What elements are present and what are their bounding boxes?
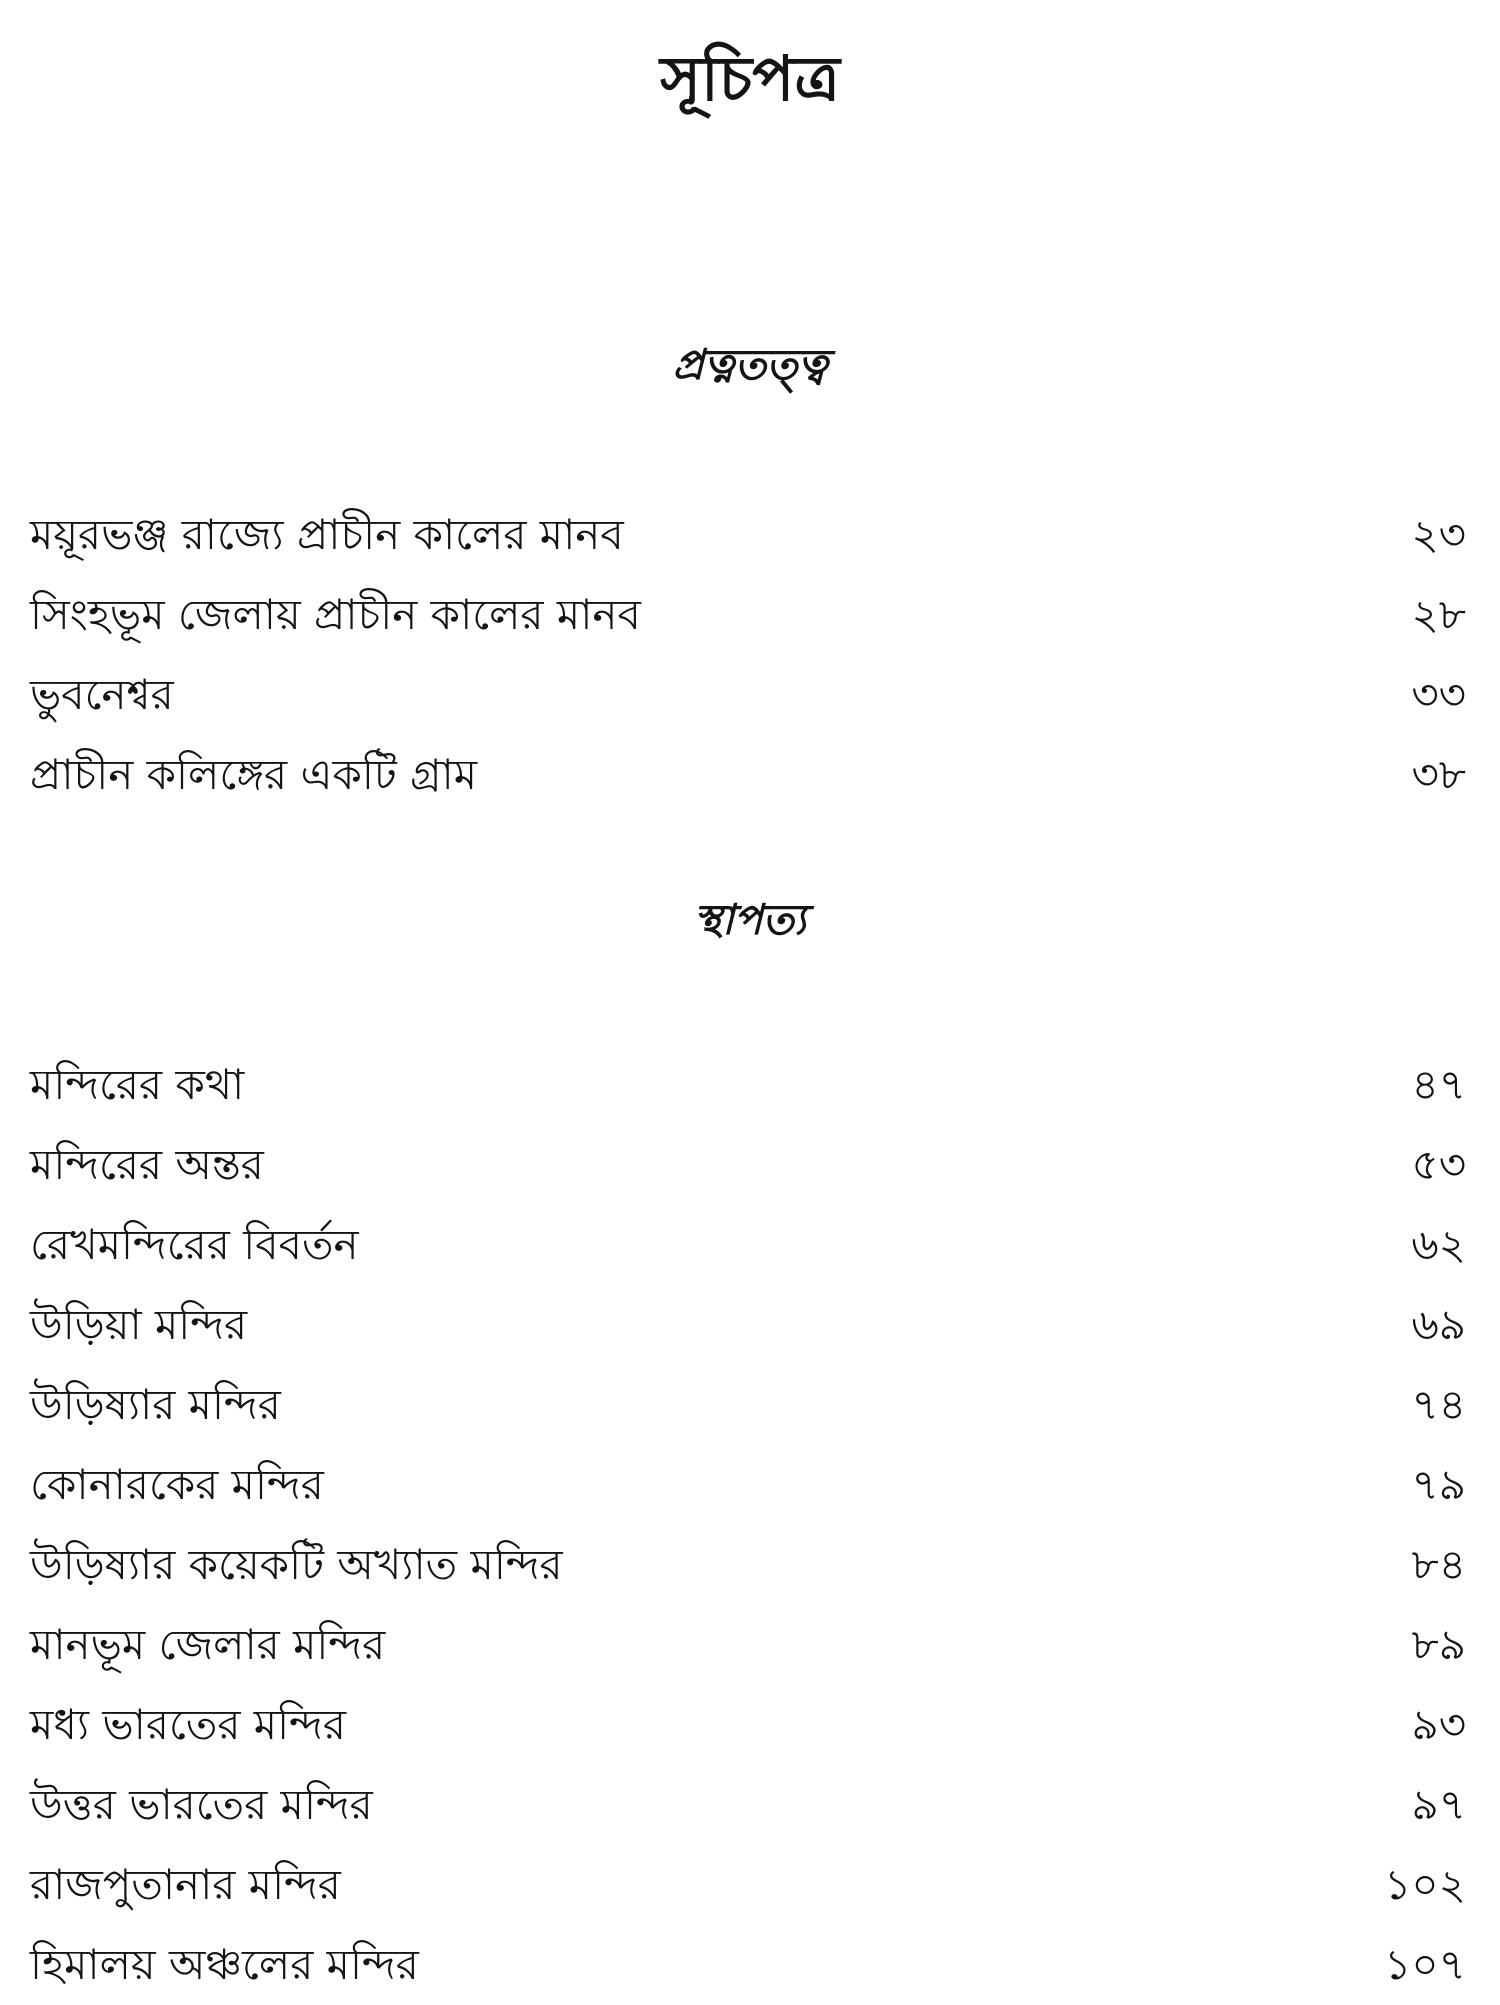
toc-entry-page: ১০২ <box>1384 1860 1466 1909</box>
toc-entry[interactable] <box>30 1205 1470 1285</box>
toc-entry[interactable] <box>30 495 1470 575</box>
toc-entry-title: মন্দিরের অন্তর <box>30 1140 264 1189</box>
toc-entry[interactable] <box>30 1125 1470 1205</box>
toc-entry[interactable] <box>30 1685 1470 1765</box>
toc-entry-title: প্রাচীন কলিঙ্গের একটি গ্রাম <box>30 750 478 799</box>
toc-entry-title: সিংহভূম জেলায় প্রাচীন কালের মানব <box>30 590 641 639</box>
toc-entry-title: মন্দিরের কথা <box>30 1060 245 1109</box>
toc-list-archaeology <box>30 495 1470 815</box>
toc-entry[interactable] <box>30 1045 1470 1125</box>
toc-entry-title: ভুবনেশ্বর <box>30 670 174 719</box>
toc-list-architecture <box>30 1045 1470 2005</box>
toc-entry-title: মধ্য ভারতের মন্দির <box>30 1700 346 1749</box>
toc-entry-page: ৯৩ <box>1411 1700 1466 1749</box>
toc-entry-page: ৭৪ <box>1411 1380 1466 1429</box>
toc-entry[interactable] <box>30 1845 1470 1925</box>
toc-entry-page: ৪৭ <box>1411 1060 1466 1109</box>
toc-entry-title: উড়িষ্যার মন্দির <box>30 1380 281 1429</box>
toc-entry-page: ৬৯ <box>1411 1300 1466 1349</box>
toc-entry[interactable] <box>30 1285 1470 1365</box>
toc-entry-page: ১০৭ <box>1384 1940 1466 1989</box>
toc-entry-title: উত্তর ভারতের মন্দির <box>30 1780 373 1829</box>
toc-entry-title: উড়িষ্যার কয়েকটি অখ্যাত মন্দির <box>30 1540 563 1589</box>
toc-entry[interactable] <box>30 1925 1470 2005</box>
toc-entry-page: ২৩ <box>1411 510 1466 559</box>
section-heading-architecture: স্থাপত্য <box>693 895 807 944</box>
toc-entry[interactable] <box>30 1605 1470 1685</box>
toc-entry[interactable] <box>30 655 1470 735</box>
toc-entry-title: মানভূম জেলার মন্দির <box>30 1620 386 1669</box>
toc-entry-page: ৩৩ <box>1411 670 1466 719</box>
toc-entry[interactable] <box>30 1365 1470 1445</box>
toc-entry-page: ৩৮ <box>1411 750 1466 799</box>
toc-entry-title: কোনারকের মন্দির <box>30 1460 324 1509</box>
toc-entry-page: ৯৭ <box>1411 1780 1466 1829</box>
toc-entry-page: ৬২ <box>1411 1220 1466 1269</box>
toc-entry-title: উড়িয়া মন্দির <box>30 1300 248 1349</box>
toc-entry-page: ৭৯ <box>1411 1460 1466 1509</box>
toc-entry[interactable] <box>30 575 1470 655</box>
toc-entry[interactable] <box>30 735 1470 815</box>
page-title: সূচিপত্র <box>660 42 840 115</box>
toc-entry-page: ২৮ <box>1411 590 1466 639</box>
toc-entry-page: ৫৩ <box>1411 1140 1466 1189</box>
toc-entry-title: ময়ূরভঞ্জ রাজ্যে প্রাচীন কালের মানব <box>30 510 624 559</box>
toc-entry-page: ৮৪ <box>1411 1540 1466 1589</box>
section-heading-archaeology: প্রত্নতত্ত্ব <box>672 340 828 389</box>
toc-entry-title: রাজপুতানার মন্দির <box>30 1860 341 1909</box>
toc-entry[interactable] <box>30 1765 1470 1845</box>
toc-entry-page: ৮৯ <box>1411 1620 1466 1669</box>
toc-entry[interactable] <box>30 1525 1470 1605</box>
toc-entry-title: হিমালয় অঞ্চলের মন্দির <box>30 1940 419 1989</box>
toc-entry[interactable] <box>30 1445 1470 1525</box>
toc-entry-title: রেখমন্দিরের বিবর্তন <box>30 1220 359 1269</box>
